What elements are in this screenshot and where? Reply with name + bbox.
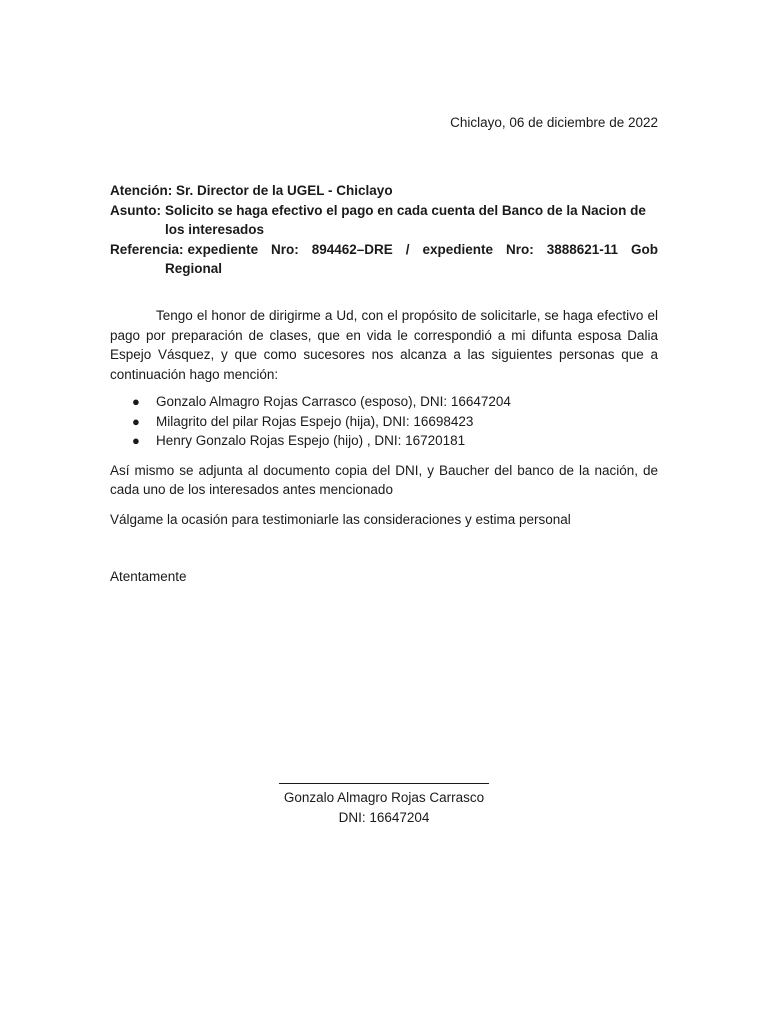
- bullet-icon: ●: [132, 394, 140, 409]
- list-item: [110, 392, 658, 412]
- beneficiary-text: Milagrito del pilar Rojas Espejo (hija), DNI: 16698423: [156, 413, 474, 429]
- list-item: [110, 412, 658, 432]
- subject-continuation: los interesados: [165, 222, 265, 237]
- reference-label: Referencia:: [110, 241, 184, 257]
- beneficiary-text: Henry Gonzalo Rojas Espejo (hijo) , DNI: 16720181: [156, 433, 466, 448]
- reference-row: [110, 240, 658, 260]
- subject-text: Solicito se haga efectivo el pago en cada cuenta del Banco de la Nacion de: [165, 202, 646, 218]
- reference-text: expediente Nro: 894462–DRE / expediente Nro: 3888621-11 Gob: [187, 241, 658, 257]
- reference-continuation: Regional: [165, 261, 223, 276]
- letter-body: [110, 306, 658, 587]
- signer-id: DNI: 16647204: [338, 809, 430, 825]
- signer-name: Gonzalo Almagro Rojas Carrasco: [283, 790, 485, 805]
- beneficiary-text: Gonzalo Almagro Rojas Carrasco (esposo), DNI: 16647204: [156, 394, 511, 409]
- signature-line: [279, 783, 489, 784]
- letter-page: [110, 0, 658, 1024]
- bullet-icon: ●: [132, 413, 140, 429]
- closing-remark: Válgame la ocasión para testimoniarle las consideraciones y estima personal: [110, 511, 571, 527]
- letter-date: Chiclayo, 06 de diciembre de 2022: [450, 115, 658, 130]
- subject-row: [110, 201, 658, 221]
- letter-header: [110, 181, 658, 279]
- signature-block: [278, 783, 490, 827]
- intro-paragraph: Tengo el honor de dirigirme a Ud, con el propósito de solicitarle, se haga efectivo el pago por preparación de clases, que en vida le correspondió a mi difunta esposa Dalia Espejo Vásquez, y que como sucesores nos alcanza a las siguientes personas que a continuación hago mención:: [110, 308, 658, 382]
- subject-label: Asunto:: [110, 202, 161, 218]
- attention-line: Atención: Sr. Director de la UGEL - Chiclayo: [110, 183, 393, 198]
- bullet-icon: ●: [132, 433, 140, 448]
- attachment-paragraph: Así mismo se adjunta al documento copia del DNI, y Baucher del banco de la nación, de cada uno de los interesados antes mencionado: [110, 462, 658, 497]
- list-item: [110, 431, 658, 451]
- beneficiaries-list: [110, 392, 658, 451]
- farewell: Atentamente: [110, 569, 187, 584]
